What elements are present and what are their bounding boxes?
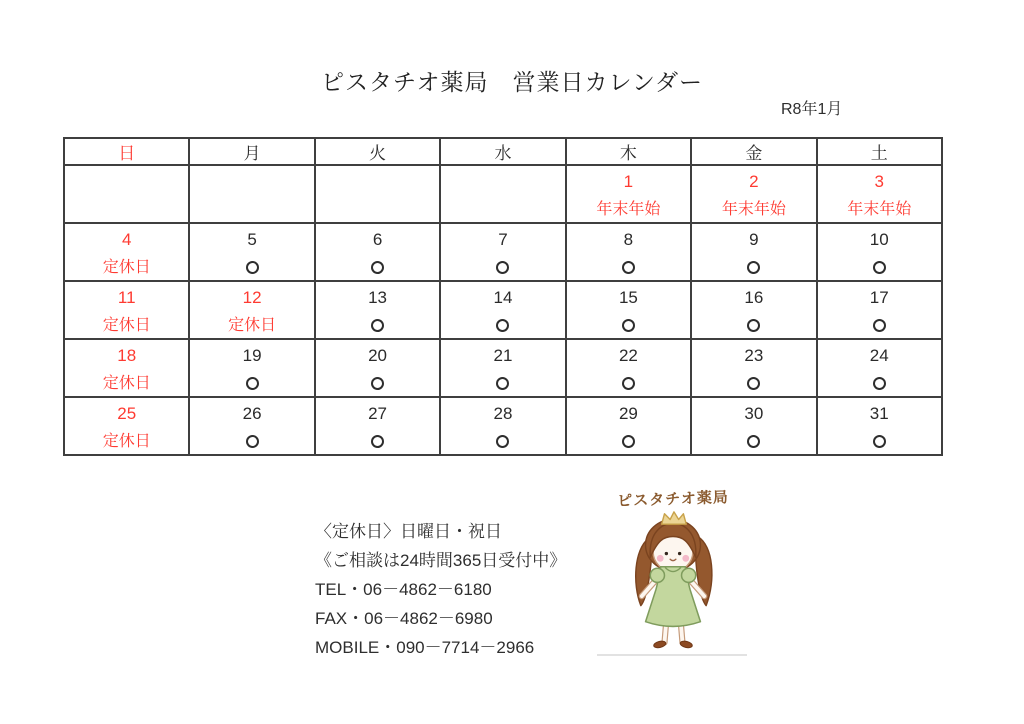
open-circle-mark-icon — [873, 435, 886, 448]
open-day-status — [190, 257, 313, 279]
open-day-status — [441, 257, 564, 279]
page-title: ピスタチオ薬局 営業日カレンダー — [320, 69, 704, 95]
weekday-header: 月 — [189, 138, 314, 165]
calendar-day-cell — [566, 281, 691, 339]
calendar-week-row — [64, 223, 942, 281]
day-number — [441, 171, 564, 193]
open-day-status — [316, 373, 439, 395]
day-number: 31 — [869, 404, 889, 423]
calendar-day-cell — [440, 281, 565, 339]
open-day-status — [692, 257, 815, 279]
calendar-day-cell — [566, 397, 691, 455]
open-day-status — [692, 431, 815, 453]
day-number: 14 — [493, 288, 513, 307]
day-number: 12 — [242, 288, 262, 307]
calendar-day-cell — [691, 165, 816, 223]
day-number: 3 — [874, 172, 884, 191]
open-day-status — [441, 315, 564, 337]
open-day-status — [567, 431, 690, 453]
calendar-day-cell — [315, 339, 440, 397]
day-number: 13 — [368, 288, 388, 307]
day-status: 年末年始 — [721, 201, 786, 218]
day-number — [190, 171, 313, 193]
business-calendar-table — [63, 137, 943, 456]
calendar-day-cell — [189, 397, 314, 455]
open-circle-mark-icon — [747, 261, 760, 274]
open-circle-mark-icon — [747, 435, 760, 448]
open-day-status — [818, 373, 941, 395]
calendar-day-cell — [566, 165, 691, 223]
calendar-day-cell — [566, 339, 691, 397]
calendar-day-cell — [691, 281, 816, 339]
calendar-empty-cell — [315, 165, 440, 223]
calendar-week-row — [64, 339, 942, 397]
open-day-status — [316, 257, 439, 279]
closed-days-note: 〈定休日〉日曜日・祝日 — [315, 522, 502, 541]
open-day-status — [567, 373, 690, 395]
calendar-day-cell — [817, 281, 942, 339]
day-number — [65, 171, 188, 193]
calendar-day-cell — [691, 397, 816, 455]
day-number — [316, 171, 439, 193]
day-number: 7 — [498, 230, 508, 249]
day-number: 5 — [247, 230, 257, 249]
weekday-header: 水 — [440, 138, 565, 165]
day-status: 定休日 — [228, 317, 277, 334]
calendar-week-row — [64, 281, 942, 339]
open-circle-mark-icon — [371, 435, 384, 448]
mascot-brand-label: ピスタチオ薬局 — [616, 489, 730, 510]
calendar-day-cell — [64, 223, 189, 281]
day-number: 2 — [749, 172, 759, 191]
open-circle-mark-icon — [371, 261, 384, 274]
day-number: 8 — [623, 230, 634, 249]
open-day-status — [692, 373, 815, 395]
open-day-status — [316, 315, 439, 337]
calendar-day-cell — [64, 339, 189, 397]
day-status: 定休日 — [102, 259, 151, 276]
day-number: 25 — [117, 404, 137, 423]
footer-notes — [315, 517, 566, 662]
open-day-status — [316, 431, 439, 453]
calendar-day-cell — [189, 281, 314, 339]
calendar-day-cell — [315, 223, 440, 281]
day-status: 定休日 — [102, 317, 151, 334]
girl-mascot-with-crown-icon — [614, 510, 732, 652]
day-number: 29 — [618, 404, 638, 423]
day-status — [190, 199, 313, 221]
day-number: 6 — [372, 230, 383, 249]
day-number: 20 — [368, 346, 388, 365]
open-circle-mark-icon — [747, 319, 760, 332]
open-circle-mark-icon — [873, 377, 886, 390]
day-number: 27 — [368, 404, 388, 423]
calendar-day-cell — [64, 281, 189, 339]
day-status: 定休日 — [102, 375, 151, 392]
calendar-day-cell — [691, 339, 816, 397]
day-number: 18 — [117, 346, 137, 365]
mascot-underline — [597, 654, 747, 656]
calendar-day-cell — [315, 281, 440, 339]
day-number: 21 — [493, 346, 513, 365]
day-number: 11 — [117, 288, 136, 307]
open-circle-mark-icon — [873, 319, 886, 332]
mobile-number: MOBILE・090－7714－2966 — [315, 638, 535, 657]
weekday-header: 木 — [566, 138, 691, 165]
calendar-day-cell — [440, 223, 565, 281]
calendar-day-cell — [64, 397, 189, 455]
open-circle-mark-icon — [496, 435, 509, 448]
day-number: 19 — [242, 346, 262, 365]
calendar-empty-cell — [64, 165, 189, 223]
calendar-day-cell — [817, 165, 942, 223]
day-number: 17 — [869, 288, 889, 307]
open-circle-mark-icon — [371, 377, 384, 390]
weekday-header: 火 — [315, 138, 440, 165]
day-status: 年末年始 — [847, 201, 912, 218]
open-day-status — [567, 315, 690, 337]
day-number: 10 — [869, 230, 889, 249]
open-circle-mark-icon — [622, 435, 635, 448]
day-number: 28 — [493, 404, 513, 423]
fax-number: FAX・06－4862－6980 — [315, 609, 493, 628]
mascot-illustration — [597, 488, 749, 656]
day-number: 24 — [869, 346, 889, 365]
period-label: R8年1月 — [781, 101, 843, 118]
open-day-status — [818, 431, 941, 453]
open-day-status — [818, 257, 941, 279]
day-status — [316, 199, 439, 221]
open-circle-mark-icon — [246, 435, 259, 448]
open-circle-mark-icon — [622, 261, 635, 274]
calendar-day-cell — [691, 223, 816, 281]
weekday-header-row — [64, 138, 942, 165]
day-number: 26 — [242, 404, 262, 423]
open-circle-mark-icon — [371, 319, 384, 332]
open-day-status — [190, 431, 313, 453]
open-circle-mark-icon — [622, 377, 635, 390]
day-number: 9 — [749, 230, 759, 249]
open-circle-mark-icon — [873, 261, 886, 274]
day-status — [441, 199, 564, 221]
day-number: 22 — [618, 346, 638, 365]
calendar-empty-cell — [440, 165, 565, 223]
calendar-day-cell — [315, 397, 440, 455]
day-number: 23 — [744, 346, 764, 365]
open-circle-mark-icon — [496, 377, 509, 390]
day-number: 4 — [121, 230, 132, 249]
open-circle-mark-icon — [496, 261, 509, 274]
day-number: 15 — [618, 288, 638, 307]
open-day-status — [190, 373, 313, 395]
calendar-day-cell — [817, 223, 942, 281]
open-circle-mark-icon — [747, 377, 760, 390]
consultation-hours-note: 《ご相談は24時間365日受付中》 — [315, 551, 567, 570]
weekday-header: 土 — [817, 138, 942, 165]
open-day-status — [441, 373, 564, 395]
open-circle-mark-icon — [246, 261, 259, 274]
calendar-day-cell — [566, 223, 691, 281]
calendar-day-cell — [817, 397, 942, 455]
calendar-day-cell — [189, 223, 314, 281]
weekday-header: 日 — [64, 138, 189, 165]
day-number: 30 — [744, 404, 764, 423]
open-day-status — [692, 315, 815, 337]
open-circle-mark-icon — [622, 319, 635, 332]
day-number: 1 — [623, 172, 634, 191]
open-day-status — [818, 315, 941, 337]
open-circle-mark-icon — [496, 319, 509, 332]
calendar-day-cell — [440, 339, 565, 397]
calendar-day-cell — [440, 397, 565, 455]
day-number: 16 — [744, 288, 764, 307]
day-status: 定休日 — [102, 433, 151, 450]
calendar-empty-cell — [189, 165, 314, 223]
open-circle-mark-icon — [246, 377, 259, 390]
calendar-day-cell — [817, 339, 942, 397]
open-day-status — [567, 257, 690, 279]
day-status: 年末年始 — [596, 201, 661, 218]
open-day-status — [441, 431, 564, 453]
weekday-header: 金 — [691, 138, 816, 165]
tel-number: TEL・06－4862－6180 — [315, 580, 492, 599]
calendar-week-row — [64, 165, 942, 223]
day-status — [65, 199, 188, 221]
calendar-day-cell — [189, 339, 314, 397]
calendar-week-row — [64, 397, 942, 455]
